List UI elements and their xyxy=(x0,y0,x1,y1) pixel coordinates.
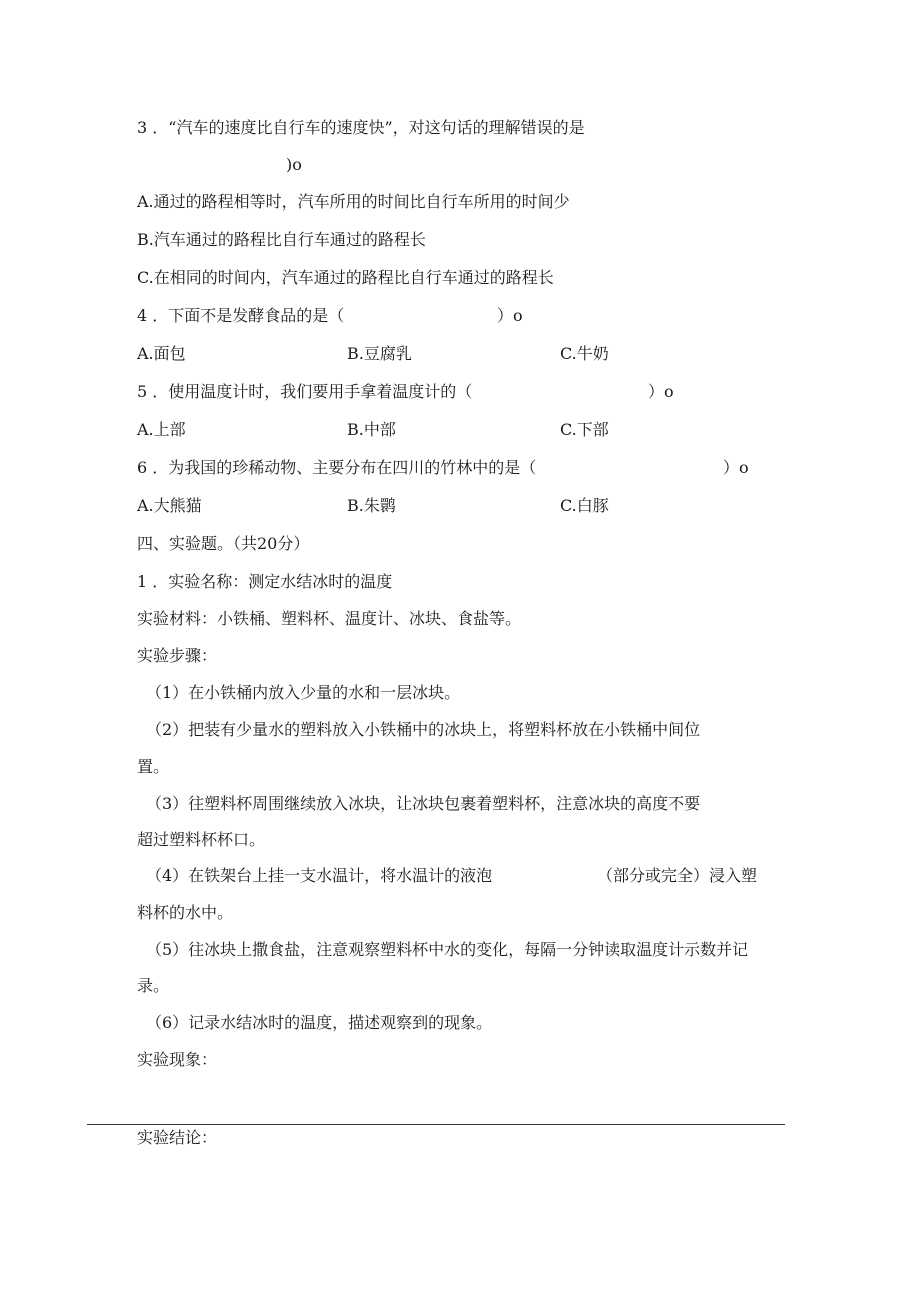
q3-tail: )o xyxy=(286,155,302,174)
q5-tail: ）o xyxy=(648,382,674,401)
answer-line xyxy=(87,1124,785,1125)
step-3-line-1: （3）往塑料杯周围继续放入冰块，让冰块包裹着塑料杯，注意冰块的高度不要 xyxy=(146,794,701,813)
step-4-line-2: 料杯的水中。 xyxy=(137,903,234,922)
q6-stem: 6 ．为我国的珍稀动物、主要分布在四川的竹林中的是（ xyxy=(137,458,537,477)
q4-stem: 4 ．下面不是发酵食品的是（ xyxy=(137,306,345,325)
step-1: （1）在小铁桶内放入少量的水和一层冰块。 xyxy=(146,683,461,702)
step-5-line-1: （5）往冰块上撒食盐，注意观察塑料杯中水的变化，每隔一分钟读取温度计示数并记 xyxy=(146,940,749,959)
conclusion-label: 实验结论： xyxy=(137,1128,218,1147)
q5-option-b: B.中部 xyxy=(347,420,396,439)
q6-option-a: A.大熊猫 xyxy=(137,496,202,515)
q5-stem: 5 ．使用温度计时，我们要用手拿着温度计的（ xyxy=(137,382,473,401)
q6-option-b: B.朱鹮 xyxy=(347,496,396,515)
q4-tail: ）o xyxy=(497,306,523,325)
experiment-materials: 实验材料：小铁桶、塑料杯、温度计、冰块、食盐等。 xyxy=(137,609,522,628)
q4-option-a: A.面包 xyxy=(137,344,186,363)
q3-option-b: B.汽车通过的路程比自行车通过的路程长 xyxy=(137,230,426,249)
q5-option-c: C.下部 xyxy=(560,420,609,439)
step-4-line-1-b: （部分或完全）浸入塑 xyxy=(597,866,758,885)
step-4-line-1-a: （4）在铁架台上挂一支水温计，将水温计的液泡 xyxy=(146,866,493,885)
steps-label: 实验步骤： xyxy=(137,646,218,665)
q3-option-a: A.通过的路程相等时，汽车所用的时间比自行车所用的时间少 xyxy=(137,192,570,211)
q5-option-a: A.上部 xyxy=(137,420,186,439)
q3-stem: 3 ．“汽车的速度比自行车的速度快”，对这句话的理解错误的是 xyxy=(137,118,585,137)
q4-option-c: C.牛奶 xyxy=(560,344,609,363)
step-3-line-2: 超过塑料杯杯口。 xyxy=(137,830,266,849)
q4-option-b: B.豆腐乳 xyxy=(347,344,412,363)
step-6: （6）记录水结冰时的温度，描述观察到的现象。 xyxy=(146,1013,493,1032)
q6-option-c: C.白豚 xyxy=(560,496,609,515)
experiment-name: 1 ．实验名称：测定水结冰时的温度 xyxy=(137,572,393,591)
step-2-line-1: （2）把装有少量水的塑料放入小铁桶中的冰块上，将塑料杯放在小铁桶中间位 xyxy=(146,720,701,739)
step-2-line-2: 置。 xyxy=(137,757,170,776)
step-5-line-2: 录。 xyxy=(137,976,170,995)
q6-tail: ）o xyxy=(723,458,749,477)
phenomenon-label: 实验现象： xyxy=(137,1050,218,1069)
q3-option-c: C.在相同的时间内，汽车通过的路程比自行车通过的路程长 xyxy=(137,268,554,287)
section-heading: 四、实验题。（共20分） xyxy=(137,534,310,553)
